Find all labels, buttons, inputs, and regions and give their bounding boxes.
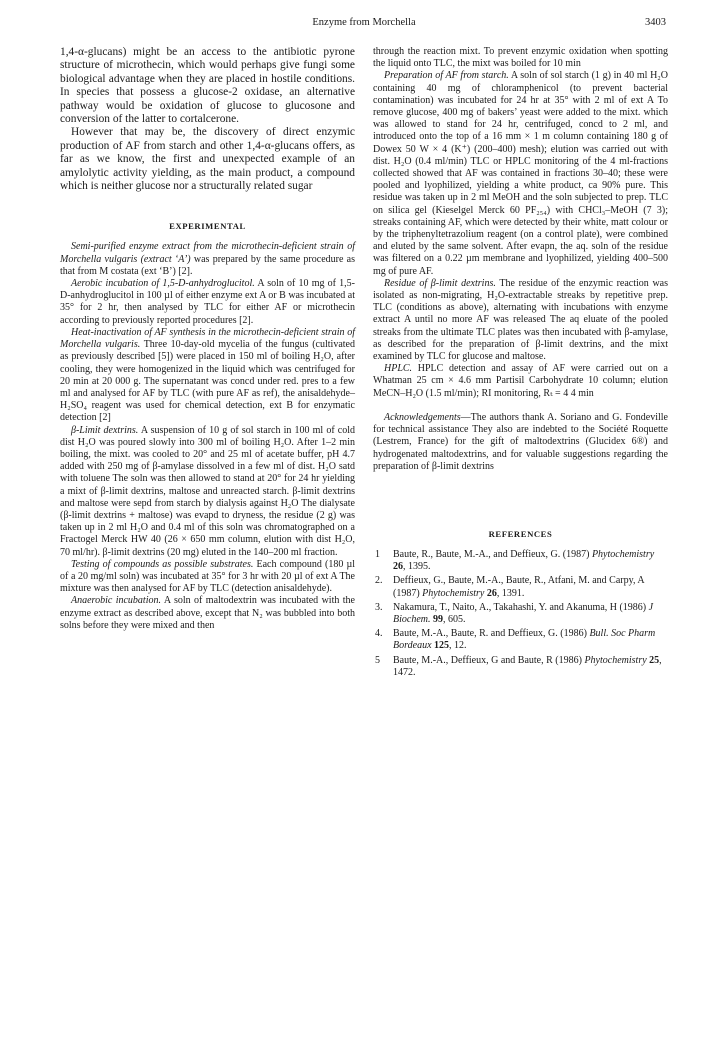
reference-journal: Bull. Soc Pharm Bordeaux: [393, 628, 656, 652]
section-preparation-af-title: Preparation of AF from starch.: [384, 70, 509, 82]
section-aerobic-title: Aerobic incubation of 1,5-D-anhydroglucitol.: [71, 278, 255, 290]
section-preparation-af: [373, 70, 668, 277]
section-preparation-af-body: A soln of sol starch (1 g) in 40 ml H₂O containing 40 mg of chloramphenicol (to prevent bacterial contamination) was incubated for 24 hr at 35° with 2 ml of ext A To remove glucose, 400 mg of bakers’ yeast were added to the mixt. which was allowed to stand for 24 hr, centrifuged, concd to 2 ml, and introduced onto the top of a 16 mm × 1 m column containing 180 g of Dowex 50 W × 4 (K⁺) (200–400) mesh); elution was carried out with dist. H₂O (0.4 ml/min) TLC or HPLC monitoring of the 4 ml-fractions collected showed that AF was contained in fractions 30–40; these were pooled and lyophilized, yielding a white product, ca 90% pure. This residue was taken up in 2 ml MeOH and the soln subjected to prep. TLC on silica gel (Kieselgel Merck 60 PF₂₅₄) with CHCl₃–MeOH (7 3); streaks containing AF, which were detected by their white, matt colour or by the triphenyltetrazolium reagent (on a control plate), were combined and eluted by the same solvent. After evapn, the aq. soln of the residue was filtered on a 0.22 µm membrane and lyophilized, yielding 400–500 mg of pure AF.: [373, 70, 668, 277]
reference-item: [373, 549, 668, 573]
intro-paragraph-2: However that may be, the discovery of direct enzymic production of AF from starch and other 1,4-α-glucans offers, as far as we know, the first and unexpected example of an amylolytic activity yielding, as the main product, a compound which is neither glucose nor a structurally related sugar: [60, 126, 355, 193]
section-hplc-body: HPLC detection and assay of AF were carried out on a Whatman 25 cm × 4.6 mm Partisil Carbohydrate 10 column; elution MeCN–H₂O (1.5 ml/min); RI monitoring, Rₜ = 4 4 min: [373, 363, 668, 399]
reference-number: 3.: [375, 601, 383, 613]
reference-journal: Phytochemistry: [422, 587, 485, 599]
reference-pages: , 1391.: [496, 587, 525, 599]
intro-paragraph-1: 1,4-α-glucans) might be an access to the antibiotic pyrone structure of microthecin, which would perhaps give fungi some biological advantage when they are placed in hostile conditions. In species that possess a glucose-2 oxidase, an alternative pathway would be oxidation of glucose to glucosone and conversion of the latter to cortalcerone.: [60, 46, 355, 126]
section-testing-body: Each compound (180 µl of a 20 mg/ml soln) was incubated at 35° for 3 hr with 20 µl of ext A The mixture was then analysed for AF by TLC (detection anisaldehyde).: [60, 558, 356, 595]
section-heat-inactivation-body: Three 10-day-old mycelia of the fungus (cultivated as previously described [5]) were placed in 150 ml of boiling H₂O, after cooling, they were homogenized in the liquid which was centrifuged for 20 min at 20 000 g. The supernatant was concd under red. pres to a few ml and analysed for AF by TLC (with pure AF as ref), the anisaldehyde–H₂SO₄ reagent was used for chemical detection, ext B for enzymatic detection [2]: [60, 339, 355, 424]
reference-journal: Phytochemistry: [591, 548, 655, 560]
section-limit-dextrins-title: β-Limit dextrins.: [71, 424, 139, 436]
section-limit-dextrins: [60, 425, 355, 559]
reference-journal: J Biochem.: [393, 601, 654, 625]
section-anaerobic-body: A soln of maltodextrin was incubated with the enzyme extract as described above, except that N₂ was bubbled into both solns before they were mixed and then: [60, 595, 355, 631]
reference-number: 1: [375, 548, 380, 560]
left-column: [60, 46, 355, 632]
reference-number: 5: [375, 654, 380, 666]
reference-authors: Deffieux, G., Baute, M.-A., Baute, R., Atfani, M. and Carpy, A (1987): [393, 575, 645, 599]
reference-number: 4.: [375, 628, 383, 640]
reference-number: 2.: [375, 575, 383, 587]
reference-journal: Phytochemistry: [584, 654, 647, 666]
reference-volume: 26: [393, 561, 403, 573]
continued-paragraph: through the reaction mixt. To prevent enzymic oxidation when spotting the liquid onto TLC, the mixt was boiled for 10 min: [373, 46, 668, 70]
page-number: 3403: [645, 17, 666, 28]
reference-authors: Nakamura, T., Naito, A., Takahashi, Y. and Akanuma, H (1986): [393, 601, 649, 613]
reference-list: [373, 549, 668, 679]
acknowledgements: [373, 412, 668, 473]
section-testing-title: Testing of compounds as possible substrates.: [71, 558, 254, 570]
section-testing: [60, 559, 355, 596]
experimental-heading: EXPERIMENTAL: [169, 221, 246, 232]
section-semi-purified-title: Semi-purified enzyme extract from the microthecin-deficient strain of Morchella vulgaris (extract ‘A’): [60, 241, 355, 265]
section-limit-dextrins-body: A suspension of 10 g of sol starch in 100 ml of cold dist H₂O was poured slowly into 300 ml of boiling H₂O. After 1–2 min boiling, the mixt. was cooled to 20° and 25 ml of acetate buffer, pH 4.7 added with 250 mg of β-amylase dissolved in a few ml of dist. H₂O satd with toluene The soln was then allowed to stand at 20° for 24 hr yielding a mixt of β-limit dextrins, maltose and unreacted starch. β-limit dextrins and maltose were sepd from starch by dialysis against H₂O The dialysate (β-limit dextrins + maltose) was evapd to dryness, the residue (2 g) was taken up in 2 ml H₂O and 0.4 ml of this soln was chromatographed on a Fractogel Merck HW 40 (26 × 650 mm column, elution with dist H₂O, 70 ml/hr). β-limit dextrins (20 mg) eluted in the 140–200 ml fraction.: [60, 424, 355, 558]
reference-pages: , 605.: [443, 613, 466, 625]
reference-volume: 99: [430, 613, 443, 625]
reference-item: [373, 655, 668, 679]
section-residue: [373, 278, 668, 363]
reference-volume: 25: [646, 654, 660, 666]
section-anaerobic-title: Anaerobic incubation.: [71, 595, 161, 607]
section-semi-purified-body: was prepared by the same procedure as that from M costata (ext ‘B’) [2].: [60, 253, 355, 277]
reference-authors: Baute, M.-A., Baute, R. and Deffieux, G. (1986): [393, 628, 590, 640]
section-aerobic: [60, 278, 355, 327]
running-header: [60, 17, 668, 31]
references-heading: REFERENCES: [488, 528, 553, 539]
reference-item: [373, 575, 668, 599]
acknowledgements-body: —The authors thank A. Soriano and G. Fondeville for technical assistance They also are indebted to the Société Roquette (Lestrem, France) for the gift of maltodextrins (Glucidex 6®) and hydrogenated maltodextrins, and for valuable suggestions regarding the preparation of β-limit dextrins: [373, 411, 668, 472]
section-aerobic-body: A soln of 10 mg of 1,5-D-anhydroglucitol in 100 µl of either enzyme ext A or B was incubated at 35° for 2 hr, then analysed by TLC for either AF or microthecin according to previously reported procedures [2].: [60, 278, 355, 326]
section-residue-body: The residue of the enzymic reaction was isolated as non-migrating, H₂O-extractable streaks by repetitive prep. TLC (conditions as above), alternating with incubations with enzyme extract A until no more AF was released The aq eluate of the pooled streaks from the ultimate TLC plates was then incubated with β-amylase, as described for the preparation of β-limit dextrins, and the mixt examined by TLC for glucose and maltose.: [373, 277, 669, 363]
section-hplc: [373, 363, 668, 400]
section-hplc-title: HPLC.: [384, 363, 413, 375]
acknowledgements-title: Acknowledgements: [384, 411, 461, 423]
reference-authors: Baute, R., Baute, M.-A., and Deffieux, G. (1987): [393, 548, 592, 560]
section-heat-inactivation-title: Heat-inactivation of AF synthesis in the microthecin-deficient strain of Morchella vulgaris.: [60, 326, 355, 351]
right-column: [373, 46, 668, 681]
reference-item: [373, 602, 668, 626]
reference-authors: Baute, M.-A., Deffieux, G and Baute, R (1986): [393, 654, 585, 666]
reference-volume: 125: [431, 640, 450, 652]
reference-pages: , 1472.: [393, 654, 662, 678]
reference-volume: 26: [484, 587, 497, 599]
reference-pages: , 12.: [449, 640, 467, 652]
section-anaerobic: [60, 595, 355, 632]
section-semi-purified: [60, 241, 355, 278]
reference-item: [373, 628, 668, 652]
section-heat-inactivation: [60, 327, 355, 425]
running-title: Enzyme from Morchella: [312, 17, 416, 28]
reference-pages: , 1395.: [403, 561, 431, 573]
section-residue-title: Residue of β-limit dextrins.: [384, 277, 496, 289]
